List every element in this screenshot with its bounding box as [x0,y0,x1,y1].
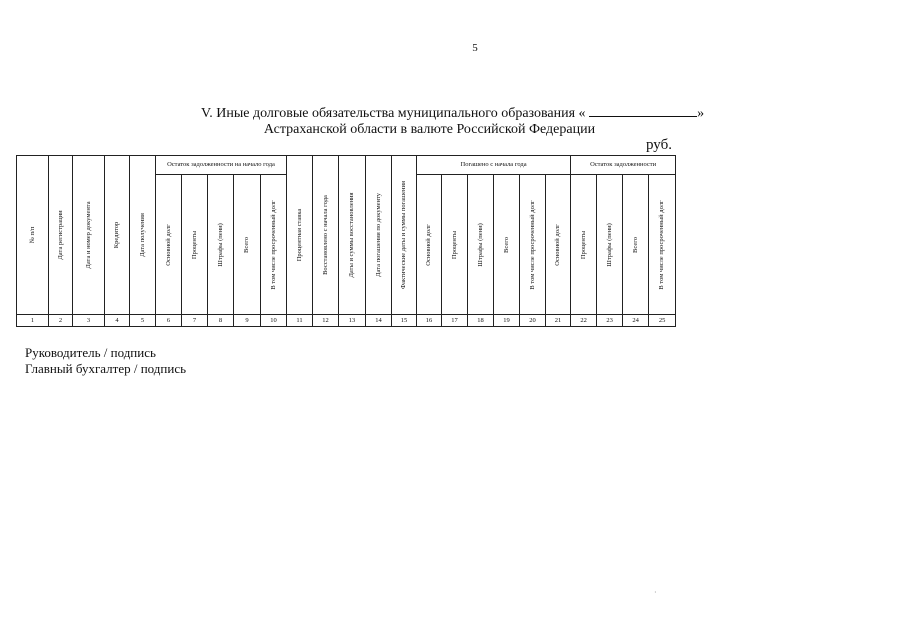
header-cell-col24 [623,175,649,315]
scan-speck: · [654,588,657,597]
header-label: В том числе просроченный долг [269,199,277,290]
header-cell-col1 [17,156,49,315]
header-cell-col6 [156,175,182,315]
header-label: Всего [243,236,250,253]
header-cell-col19 [494,175,520,315]
header-cell-col4 [105,156,130,315]
header-label: Кредитор [113,221,120,249]
group-header-repaid: Погашено с начала года [417,156,571,175]
header-cell-col20 [520,175,546,315]
header-label: Штрафы (пени) [476,222,484,267]
column-number: 25 [649,315,676,327]
header-label: Всего [502,236,510,253]
header-label: В том числе просроченный долг [658,199,666,290]
header-cell-col8 [208,175,234,315]
header-cell-col2 [49,156,73,315]
column-number: 15 [392,315,417,327]
column-number: 13 [339,315,366,327]
column-number: 24 [623,315,649,327]
header-label: Процентная ставка [295,208,303,262]
header-cell-col13 [339,156,366,315]
page-title-line2 [0,121,905,139]
header-cell-col23 [597,175,623,315]
header-cell-col5 [130,156,156,315]
title-line2-text: Астраханской области в валюте Российской Федерации [263,122,596,137]
header-label: В том числе просроченный долг [528,199,536,290]
group-header-remaining: Остаток задолженности [571,156,676,175]
title-line1-suffix: » [697,106,705,121]
debt-obligations-table [16,155,676,327]
header-label: Дата регистрации [56,210,64,260]
header-label: Фактические даты и суммы погашения [400,180,408,290]
title-line1-prefix: V. Иные долговые обязательства муниципального образования « [200,106,586,121]
header-cell-col9 [234,175,261,315]
header-label: Проценты [450,230,458,259]
header-label: Дата и номер документа [84,201,92,269]
header-label: Дата погашения по документу [374,193,382,277]
column-number: 17 [442,315,468,327]
header-cell-col21 [546,175,571,315]
header-cell-col25 [649,175,676,315]
header-cell-col15 [392,156,417,315]
header-cell-col17 [442,175,468,315]
column-number: 20 [520,315,546,327]
header-cell-col22 [571,175,597,315]
column-number: 6 [156,315,182,327]
column-number: 5 [130,315,156,327]
page-number: 5 [472,42,478,54]
title-blank-field [589,104,697,117]
header-label: Основной долг [425,223,433,266]
header-label: Восстановлено с начала года [321,195,329,275]
header-label: Проценты [190,230,198,259]
column-number: 7 [182,315,208,327]
signature-head: Руководитель / подпись [25,345,156,360]
column-number: 12 [313,315,339,327]
column-number: 10 [261,315,287,327]
column-number-row [17,315,676,327]
column-number: 4 [105,315,130,327]
header-cell-col18 [468,175,494,315]
header-cell-col14 [366,156,392,315]
column-number: 21 [546,315,571,327]
column-number: 9 [234,315,261,327]
column-number: 8 [208,315,234,327]
column-number: 22 [571,315,597,327]
column-number: 11 [287,315,313,327]
column-number: 3 [73,315,105,327]
header-cell-col11 [287,156,313,315]
header-label: Всего [631,236,639,253]
header-cell-col16 [417,175,442,315]
column-number: 23 [597,315,623,327]
header-cell-col10 [261,175,287,315]
column-number: 2 [49,315,73,327]
header-cell-col7 [182,175,208,315]
header-label: Даты и суммы восстановления [348,192,356,278]
header-label: Основной долг [554,223,562,266]
group-header-remaining-start: Остаток задолженности на начало года [156,156,287,175]
column-number: 19 [494,315,520,327]
column-number: 1 [17,315,49,327]
column-number: 16 [417,315,442,327]
header-label: Штрафы (пени) [216,222,224,267]
header-label: № п/п [28,226,36,244]
header-label: Проценты [579,230,587,259]
header-cell-col3 [73,156,105,315]
header-label: Штрафы (пени) [605,222,613,267]
currency-unit: руб. [646,137,672,153]
header-label: Основной долг [164,223,172,266]
signature-chief-accountant: Главный бухгалтер / подпись [25,361,187,376]
column-number: 14 [366,315,392,327]
column-number: 18 [468,315,494,327]
header-label: Дата получения [138,213,146,257]
header-cell-col12 [313,156,339,315]
